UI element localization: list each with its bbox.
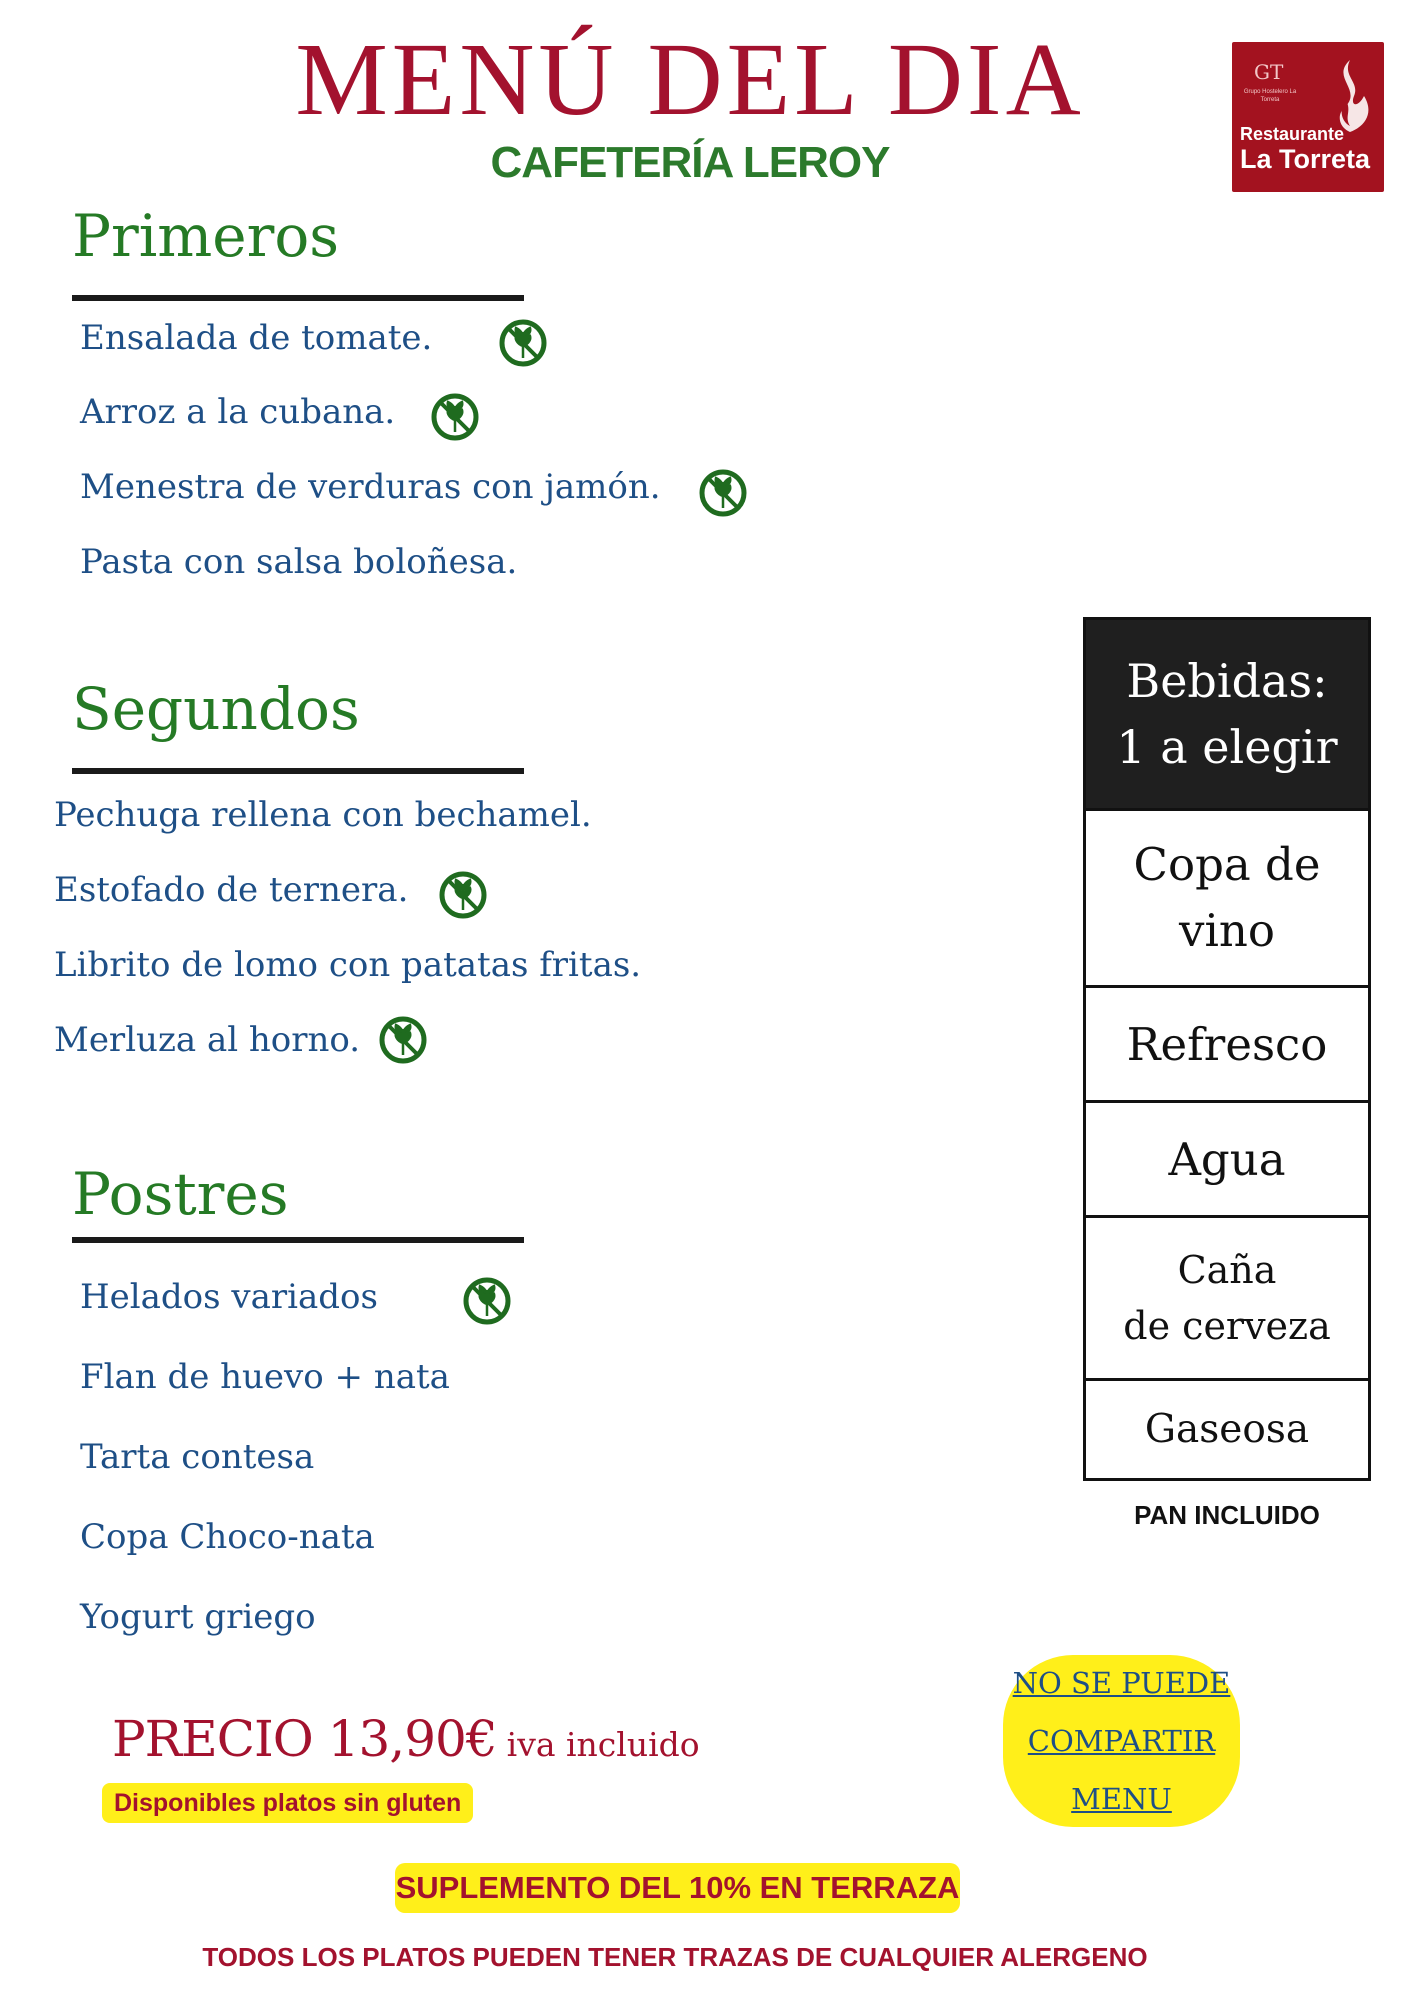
list-item: Flan de huevo + nata [80, 1357, 450, 1397]
drink-option [1086, 811, 1368, 988]
bread-included-note: PAN INCLUIDO [1134, 1500, 1320, 1530]
drink-option-line1: Copa de [1133, 838, 1321, 891]
gluten-free-note: Disponibles platos sin gluten [102, 1783, 473, 1823]
no-share-line1: NO SE PUEDE [1012, 1666, 1231, 1700]
drink-option-line2: de cerveza [1123, 1304, 1331, 1348]
list-item: Pechuga rellena con bechamel. [54, 795, 592, 835]
list-item: Pasta con salsa boloñesa. [80, 542, 518, 582]
list-item: Yogurt griego [80, 1597, 316, 1637]
price-tax-note: iva incluido [506, 1725, 700, 1764]
gluten-free-icon [438, 870, 488, 920]
gluten-free-icon [430, 392, 480, 442]
list-item: Estofado de ternera. [54, 870, 409, 910]
gluten-free-icon [378, 1015, 428, 1065]
drink-option-line1: Gaseosa [1144, 1407, 1310, 1452]
section-title-postres: Postres [72, 1160, 289, 1228]
drink-option [1086, 1218, 1368, 1381]
page-title: MENÚ DEL DIA [295, 22, 1085, 137]
drinks-header [1086, 620, 1368, 811]
section-divider [72, 768, 524, 774]
drink-option-line1: Refresco [1126, 1017, 1328, 1071]
logo-line2: La Torreta [1240, 144, 1371, 174]
drink-option [1086, 1103, 1368, 1218]
list-item: Ensalada de tomate. [80, 318, 433, 358]
list-item: Arroz a la cubana. [80, 392, 396, 432]
gluten-free-icon [698, 468, 748, 518]
drinks-header-line2: 1 a elegir [1116, 720, 1338, 774]
list-item: Copa Choco-nata [80, 1517, 375, 1557]
restaurant-logo [1232, 42, 1384, 192]
drink-option-line1: Caña [1177, 1248, 1277, 1292]
section-divider [72, 295, 524, 301]
no-share-line3: MENU [1071, 1782, 1172, 1816]
logo-group-text: Grupo Hostelero La Torreta [1243, 89, 1297, 103]
section-divider [72, 1237, 524, 1243]
page-subtitle: CAFETERÍA LEROY [490, 138, 890, 187]
logo-monogram: GT [1254, 60, 1284, 84]
terrace-supplement-note: SUPLEMENTO DEL 10% EN TERRAZA [395, 1863, 960, 1913]
no-share-notice [1003, 1655, 1240, 1827]
drinks-table [1083, 617, 1371, 1481]
price-label: PRECIO 13,90€ [112, 1710, 497, 1768]
gluten-free-icon [462, 1276, 512, 1326]
drink-option-line1: Agua [1168, 1132, 1286, 1186]
no-share-line2: COMPARTIR [1027, 1724, 1216, 1758]
drink-option-line2: vino [1179, 904, 1275, 957]
section-title-primeros: Primeros [72, 202, 340, 270]
section-title-segundos: Segundos [72, 675, 360, 743]
drinks-header-line1: Bebidas: [1126, 654, 1328, 708]
list-item: Librito de lomo con patatas fritas. [54, 945, 642, 985]
list-item: Tarta contesa [80, 1437, 315, 1477]
list-item: Menestra de verduras con jamón. [80, 467, 661, 507]
list-item: Merluza al horno. [54, 1020, 361, 1060]
list-item: Helados variados [80, 1277, 378, 1317]
drink-option [1086, 1381, 1368, 1478]
allergen-warning: TODOS LOS PLATOS PUEDEN TENER TRAZAS DE CUALQUIER ALERGENO [202, 1942, 1148, 1972]
gluten-free-icon [498, 318, 548, 368]
drink-option [1086, 988, 1368, 1103]
logo-line1: Restaurante [1240, 124, 1345, 144]
price-line [112, 1710, 700, 1768]
